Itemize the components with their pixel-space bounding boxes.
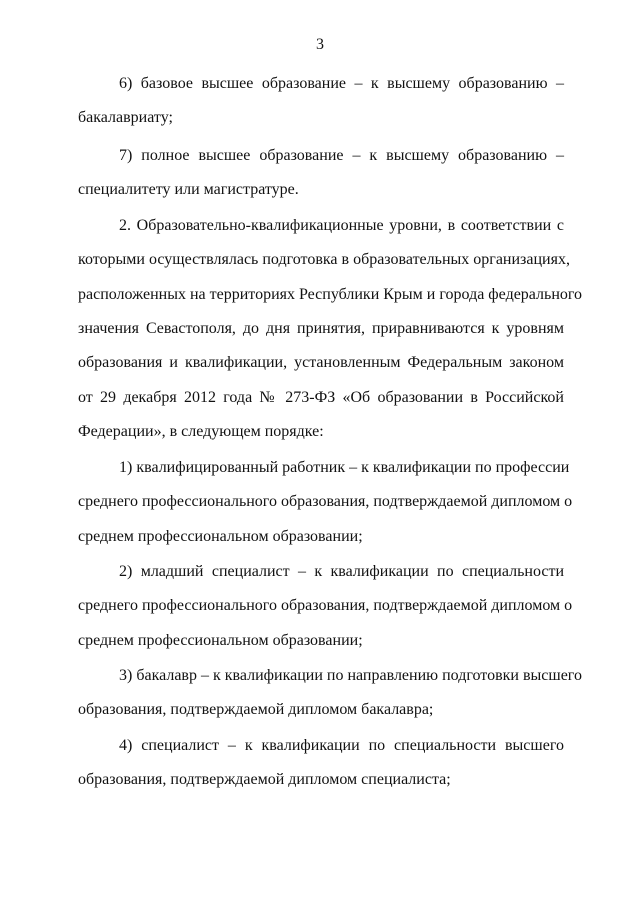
page-number: 3 [316,36,324,53]
item-7-line-1: 7) полное высшее образование – к высшему образованию – [119,147,564,164]
item-3-line-2: образования, подтверждаемой дипломом бакалавра; [78,701,434,718]
item-1-line-2: среднего профессионального образования, подтверждаемой дипломом о [78,493,573,510]
item-2-line-1: 2) младший специалист – к квалификации по специальности [119,563,564,580]
section-2-line-6: от 29 декабря 2012 года № 273-ФЗ «Об образовании в Российской [78,389,564,406]
item-6-line-1: 6) базовое высшее образование – к высшему образованию – [119,75,564,92]
section-2-line-1: 2. Образовательно-квалификационные уровни, в соответствии с [119,217,564,234]
item-4-line-1: 4) специалист – к квалификации по специальности высшего [119,737,564,754]
item-1-line-3: среднем профессиональном образовании; [78,528,363,545]
section-2-line-3: расположенных на территориях Республики Крым и города федерального [78,286,583,303]
section-2-line-4: значения Севастополя, до дня принятия, приравниваются к уровням [78,320,564,337]
item-6-line-2: бакалавриату; [78,109,173,126]
item-3-line-1: 3) бакалавр – к квалификации по направлению подготовки высшего [119,667,582,684]
item-1-line-1: 1) квалифицированный работник – к квалификации по профессии [119,459,570,476]
item-4-line-2: образования, подтверждаемой дипломом специалиста; [78,771,451,788]
item-2-line-2: среднего профессионального образования, подтверждаемой дипломом о [78,597,573,614]
item-2-line-3: среднем профессиональном образовании; [78,632,363,649]
item-7-line-2: специалитету или магистратуре. [78,181,299,198]
section-2-line-2: которыми осуществлялась подготовка в образовательных организациях, [78,251,570,268]
section-2-line-7: Федерации», в следующем порядке: [78,423,324,440]
section-2-line-5: образования и квалификации, установленным Федеральным законом [78,354,564,371]
